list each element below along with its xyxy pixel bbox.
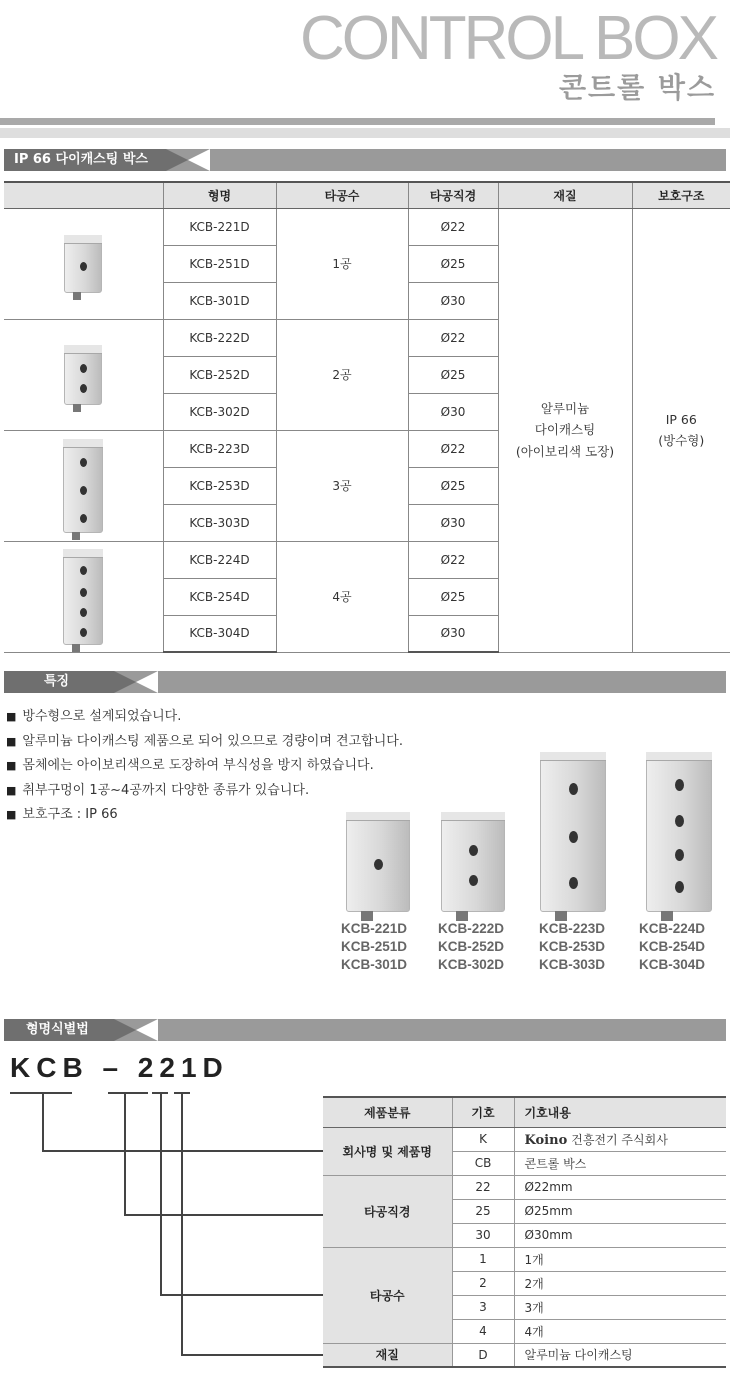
spec-table [4,181,730,653]
desc-cell: Ø30mm [514,1223,726,1247]
feature-list [6,705,403,828]
photo-label-3hole: KCB-223D KCB-253D KCB-303D [538,921,606,972]
model-cell: KCB-251D [163,245,276,282]
category-cell: 타공직경 [323,1175,452,1247]
symbol-cell: 4 [452,1319,514,1343]
table-row [323,1343,726,1367]
table-row [323,1175,726,1199]
list-item: ■ 몸체에는 아이보리색으로 도장하여 부식성을 방지 하였습니다. [6,754,403,779]
col-header-model: 형명 [163,182,276,208]
diameter-cell: Ø22 [408,430,498,467]
protection-line: (방수형) [658,433,705,448]
diameter-cell: Ø25 [408,578,498,615]
spec-header-row [4,182,730,208]
table-row [4,208,730,245]
section-band-features [4,671,726,693]
desc-cell: Koino 건흥전기 주식회사 [514,1127,726,1151]
koino-logo: Koino [524,1132,568,1148]
model-code: KCB – 221D [10,1052,229,1083]
list-item: ■ 방수형으로 설계되었습니다. [6,705,403,730]
symbol-cell: 22 [452,1175,514,1199]
table-row [323,1127,726,1151]
symbol-cell: K [452,1127,514,1151]
symbol-cell: 30 [452,1223,514,1247]
diameter-cell: Ø22 [408,319,498,356]
symbol-cell: 25 [452,1199,514,1223]
desc-cell: Ø25mm [514,1199,726,1223]
section-band-spec [4,149,726,171]
model-cell: KCB-301D [163,282,276,319]
section-title: 특징 [4,671,114,693]
desc-cell: 알루미늄 다이캐스팅 [514,1343,726,1367]
material-line: 다이캐스팅 [534,422,596,438]
model-cell: KCB-302D [163,393,276,430]
product-photo-4hole [646,752,712,912]
section-title: IP 66 다이캐스팅 박스 [4,149,166,171]
diameter-cell: Ø22 [408,208,498,245]
holes-cell: 3공 [276,430,408,541]
diameter-cell: Ø25 [408,356,498,393]
symbol-cell: 1 [452,1247,514,1271]
diameter-cell: Ø22 [408,541,498,578]
naming-header-row [323,1097,726,1127]
product-image-1hole [4,208,163,319]
product-photo-2hole [441,812,505,912]
holes-cell: 1공 [276,208,408,319]
diameter-cell: Ø30 [408,393,498,430]
desc-cell: 1개 [514,1247,726,1271]
header-divider-light [0,128,730,138]
material-line: 알루미늄 [540,401,590,417]
diameter-cell: Ø25 [408,467,498,504]
diameter-cell: Ø30 [408,615,498,652]
model-cell: KCB-253D [163,467,276,504]
list-item: ■ 보호구조 : IP 66 [6,803,403,828]
material-cell [498,208,632,652]
col-header-material: 재질 [498,182,632,208]
desc-cell: Ø22mm [514,1175,726,1199]
product-image-3hole [4,430,163,541]
list-item: ■ 취부구멍이 1공~4공까지 다양한 종류가 있습니다. [6,779,403,804]
product-photo-3hole [540,752,606,912]
model-cell: KCB-304D [163,615,276,652]
photo-label-1hole: KCB-221D KCB-251D KCB-301D [340,921,408,972]
category-cell: 재질 [323,1343,452,1367]
section-band-naming [4,1019,726,1041]
naming-table [323,1096,726,1368]
symbol-cell: 3 [452,1295,514,1319]
list-item: ■ 알루미늄 다이캐스팅 제품으로 되어 있으므로 경량이며 견고합니다. [6,730,403,755]
material-line: (아이보리색 도장) [515,443,615,459]
category-cell: 타공수 [323,1247,452,1343]
col-header-category: 제품분류 [323,1097,452,1127]
desc-cell: 2개 [514,1271,726,1295]
diameter-cell: Ø30 [408,282,498,319]
symbol-cell: 2 [452,1271,514,1295]
col-header-symbol: 기호 [452,1097,514,1127]
model-cell: KCB-223D [163,430,276,467]
page-subtitle: 콘트롤 박스 [559,71,716,104]
protection-line: IP 66 [665,411,697,427]
model-cell: KCB-221D [163,208,276,245]
page-title: CONTROL BOX [300,4,716,73]
col-header-holes: 타공수 [276,182,408,208]
model-cell: KCB-303D [163,504,276,541]
desc-cell: 콘트롤 박스 [514,1151,726,1175]
model-cell: KCB-224D [163,541,276,578]
photo-label-4hole: KCB-224D KCB-254D KCB-304D [638,921,706,972]
product-image-4hole [4,541,163,652]
header-divider [0,118,715,125]
symbol-cell: CB [452,1151,514,1175]
col-header-image [4,182,163,208]
col-header-desc: 기호내용 [514,1097,726,1127]
protection-cell [632,208,730,652]
model-cell: KCB-252D [163,356,276,393]
category-cell: 회사명 및 제품명 [323,1127,452,1175]
diameter-cell: Ø30 [408,504,498,541]
photo-label-2hole: KCB-222D KCB-252D KCB-302D [437,921,505,972]
holes-cell: 4공 [276,541,408,652]
model-cell: KCB-254D [163,578,276,615]
model-cell: KCB-222D [163,319,276,356]
col-header-diameter: 타공직경 [408,182,498,208]
desc-cell: 4개 [514,1319,726,1343]
holes-cell: 2공 [276,319,408,430]
symbol-cell: D [452,1343,514,1367]
col-header-protection: 보호구조 [632,182,730,208]
section-title: 형명식별법 [4,1019,114,1041]
diameter-cell: Ø25 [408,245,498,282]
table-row [323,1247,726,1271]
product-photo-1hole [346,812,410,912]
product-image-2hole [4,319,163,430]
desc-cell: 3개 [514,1295,726,1319]
